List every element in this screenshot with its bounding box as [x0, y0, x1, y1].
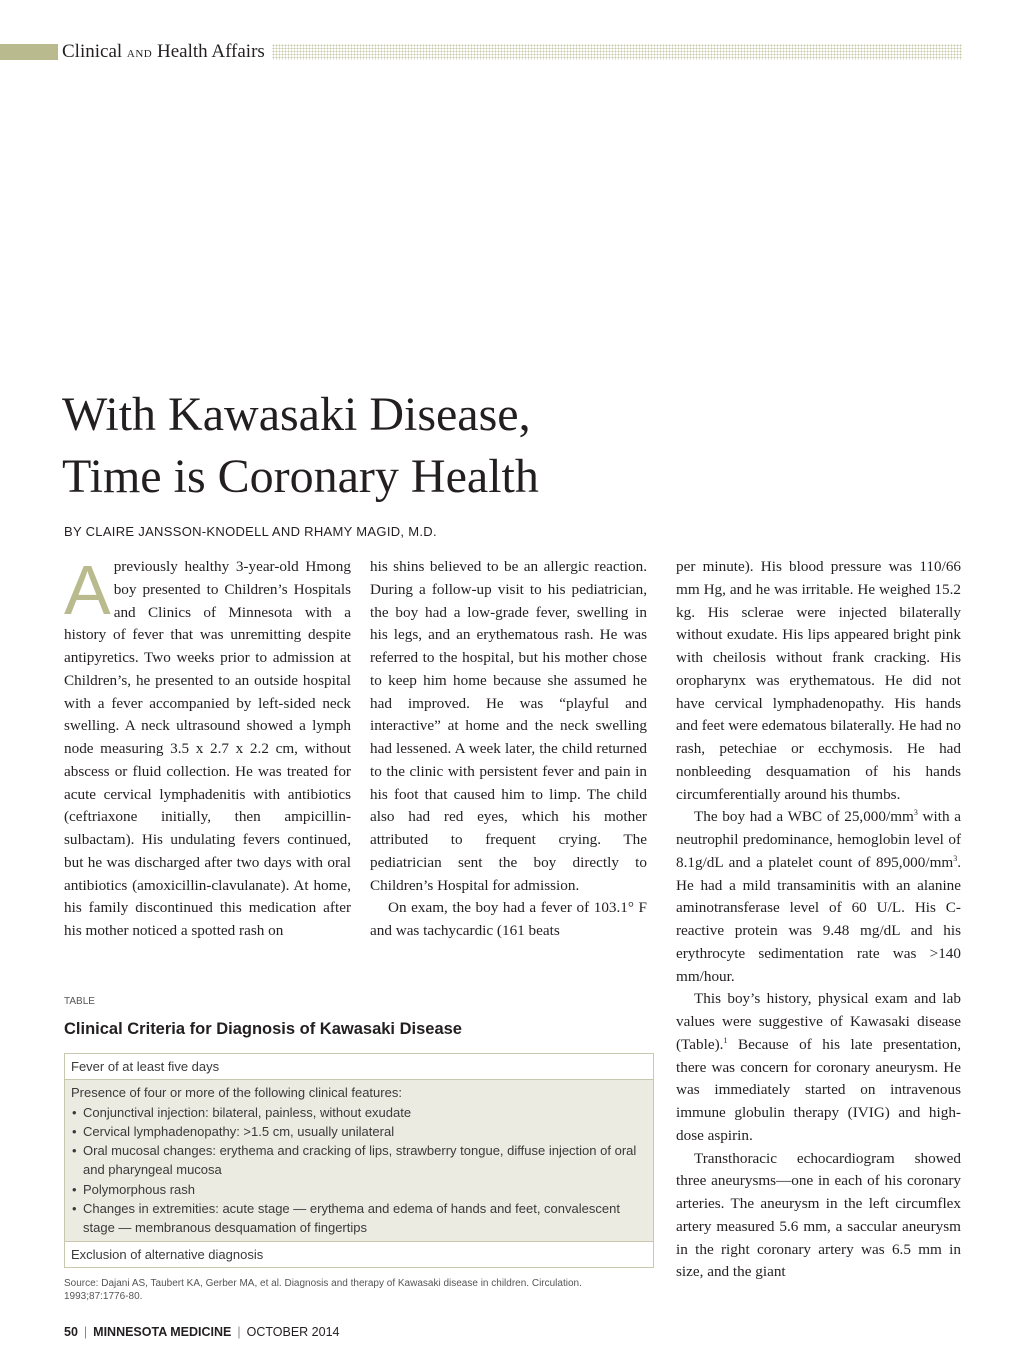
table-source-note: Source: Dajani AS, Taubert KA, Gerber MA, et al. Diagnosis and therapy of Kawasaki disease in children. Circulation. 1993;87:1776-80. [64, 1278, 582, 1302]
criteria-feature-item: • Polymorphous rash [71, 1180, 647, 1199]
body-paragraph-7: Transthoracic echocardiogram showed three aneurysms—one in each of his coronary arteries. The aneurysm in the left circumflex artery measured 5.6 mm, a saccular aneurysm in the right coronary artery was 6.5 mm in size, and the giant [676, 1149, 961, 1281]
footer-separator: | [237, 1325, 241, 1339]
table-label: TABLE [64, 996, 95, 1007]
header-dot-pattern [272, 44, 962, 60]
criteria-feature-item: • Changes in extremities: acute stage — erythema and edema of hands and feet, convalescent stage — membranous desquamation of fingertips [71, 1199, 647, 1238]
article-title [62, 384, 539, 508]
body-paragraph-6 [676, 988, 961, 1147]
issue-date: OCTOBER 2014 [246, 1325, 340, 1339]
paragraph-5-text-a: The boy had a WBC of 25,000/mm [694, 808, 914, 826]
publication-name: MINNESOTA MEDICINE [93, 1325, 232, 1339]
paragraph-6-text-b: Because of his late presentation, there was concern for coronary aneurysm. He was immediately started on intravenous immune globulin therapy (IVIG) and high-dose aspirin. [676, 1035, 961, 1144]
paragraph-6-text-a: This boy’s history, physical exam and lab values were suggestive of Kawasaki disease (Table). [676, 990, 961, 1053]
criteria-features-intro: Presence of four or more of the following clinical features: [71, 1085, 402, 1101]
superscript: 3 [913, 808, 918, 818]
body-paragraph-3: On exam, the boy had a fever of 103.1° F and was tachycardic (161 beats [370, 899, 647, 939]
footer-separator: | [83, 1325, 88, 1339]
superscript: 3 [953, 853, 958, 863]
table-title: Clinical Criteria for Diagnosis of Kawasaki Disease [64, 1020, 462, 1038]
page-number: 50 [64, 1325, 78, 1339]
section-name-part2: Health Affairs [157, 41, 265, 62]
body-paragraph-4: per minute). His blood pressure was 110/66 mm Hg, and he was irritable. He weighed 15.2 kg. His sclerae were injected bilaterally without exudate. His lips appeared bright pink with cheilosis without frank cracking. His oropharynx was erythematous. He did not have cervical lymphadenopathy. His hands and feet were edematous bilaterally. He had no rash, petechiae or ecchymosis. He had nonbleeding desquamation of his hands circumferentially around his thumbs. [676, 558, 961, 803]
criteria-row-exclusion: Exclusion of alternative diagnosis [65, 1241, 653, 1267]
criteria-table [64, 1053, 654, 1268]
section-name-part1: Clinical [62, 41, 123, 62]
body-paragraph-5 [676, 806, 961, 988]
body-column-2 [370, 556, 647, 943]
criteria-feature-item: • Oral mucosal changes: erythema and cracking of lips, strawberry tongue, diffuse injection of oral and pharyngeal mucosa [71, 1141, 647, 1180]
body-column-1 [64, 551, 351, 943]
section-header [62, 41, 265, 63]
title-line-1: With Kawasaki Disease, [62, 388, 531, 441]
criteria-row-features [65, 1079, 653, 1240]
paragraph-5-text-b: with a neutrophil predominance, hemoglobin level of 8.1g/dL and a platelet count of 895,000/mm [676, 808, 961, 871]
section-color-bar [0, 44, 58, 60]
criteria-feature-item: • Cervical lymphadenopathy: >1.5 cm, usually unilateral [71, 1122, 647, 1141]
body-paragraph-2: his shins believed to be an allergic reaction. During a follow-up visit to his pediatrician, the boy had a low-grade fever, swelling in his legs, and an erythematous rash. He was referred to the hospital, but his mother chose to keep him home because she assumed he had improved. He was “playful and interactive” at home and the neck swelling had lessened. A week later, the child returned to the clinic with persistent fever and pain in his foot that caused him to limp. The child also had red eyes, which his mother attributed to frequent crying. The pediatrician sent the boy directly to Children’s Hospital for admission. [370, 558, 647, 894]
criteria-feature-list [71, 1103, 647, 1238]
drop-cap: A [64, 551, 111, 629]
body-paragraph-1 [64, 551, 351, 943]
body-column-3 [676, 556, 961, 1284]
paragraph-5-text-c: . He had a mild transaminitis with an alanine aminotransferase level of 60 U/L. His C-reactive protein was 9.48 mg/dL and his erythrocyte sedimentation rate was >140 mm/hour. [676, 853, 961, 985]
paragraph-1-text: previously healthy 3-year-old Hmong boy presented to Children’s Hospitals and Clinics of Minnesota with a history of fever that was unremitting despite antipyretics. Two weeks prior to admission at Children’s, he presented to an outside hospital with a fever accompanied by left-sided neck swelling. A neck ultrasound showed a lymph node measuring 3.5 x 2.7 x 2.2 cm, without abscess or fluid collection. He was treated for acute cervical lymphadenitis with antibiotics (ceftriaxone initially, then ampicillin-sulbactam). His undulating fevers continued, but he was discharged after two days with oral antibiotics (amoxicillin-clavulanate). At home, his family discontinued this medication after his mother noticed a spotted rash on [64, 558, 351, 939]
title-line-2: Time is Coronary Health [62, 450, 539, 503]
byline: BY CLAIRE JANSSON-KNODELL AND RHAMY MAGID, M.D. [64, 524, 437, 539]
criteria-row-fever: Fever of at least five days [65, 1054, 653, 1079]
criteria-feature-item: • Conjunctival injection: bilateral, painless, without exudate [71, 1103, 647, 1122]
page-footer [64, 1325, 339, 1339]
reference-superscript: 1 [723, 1035, 728, 1045]
section-name-and: AND [126, 48, 153, 60]
